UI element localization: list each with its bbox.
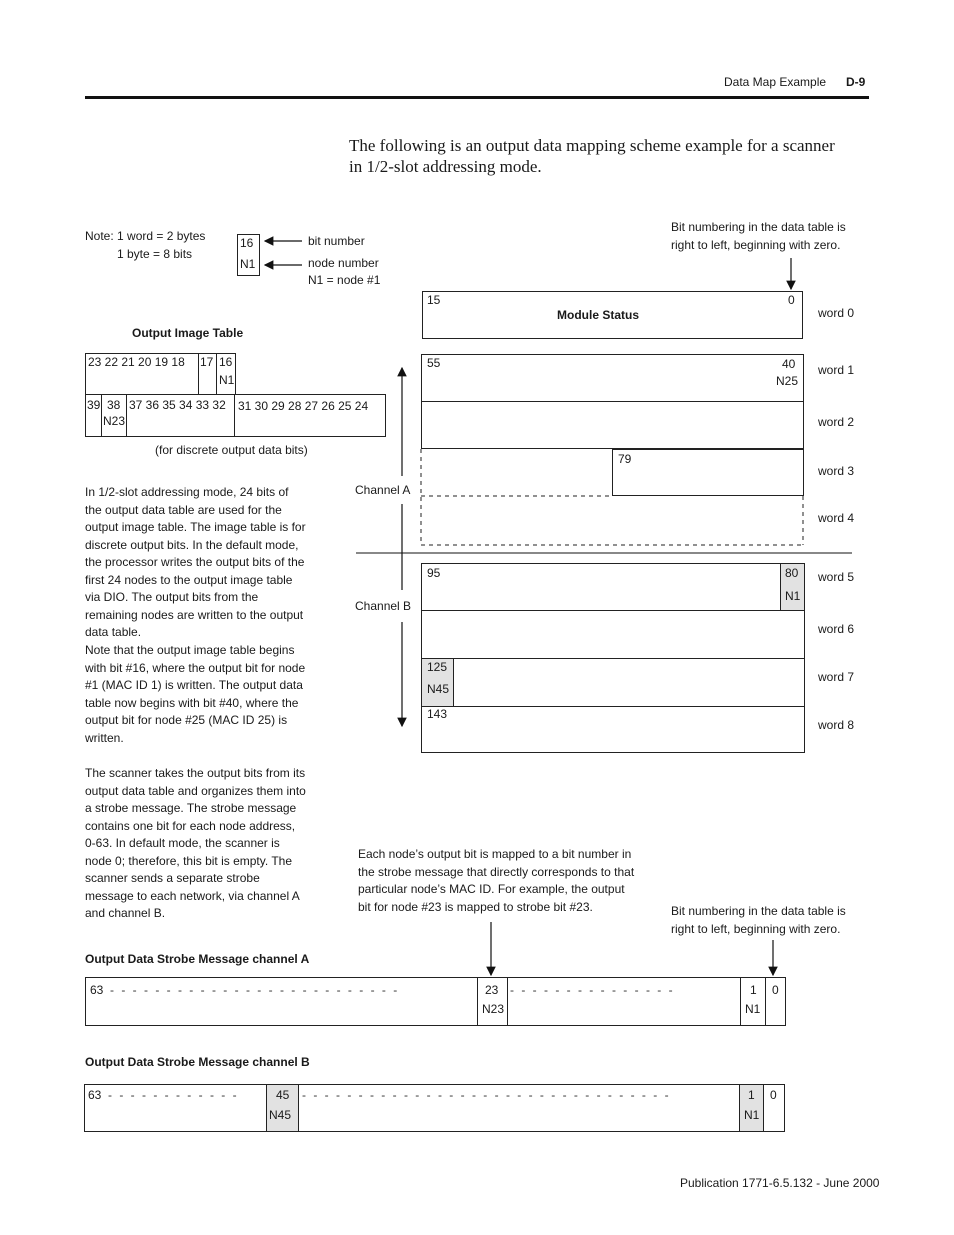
strobe-b-start: 63 (88, 1088, 102, 1102)
word3-bit: 79 (618, 452, 632, 466)
strobe-b-zero: 0 (770, 1088, 777, 1102)
node-example-label: N1 = node #1 (308, 273, 381, 287)
bit-numbering-note-bottom: Bit numbering in the data table is right to left, beginning with zero. (671, 904, 846, 936)
strobe-a-end-node: N1 (745, 1002, 761, 1016)
word6-label: word 6 (818, 622, 855, 636)
word1-hi-bit: 55 (427, 356, 441, 370)
word7-label: word 7 (818, 670, 855, 684)
body-paragraph-1: In 1/2-slot addressing mode, 24 bits of the output data table are used for the output image table. The image table is for discrete output bits. In the default mode, the processor writes the output bits of the first 24 nodes to the output image table via DIO. The output bits from the remaining nodes are written to the output data table. (85, 485, 306, 639)
image-table-row1-node-n1: N1 (219, 373, 235, 387)
image-table-row2-bits-37-32: 37 36 35 34 33 32 (129, 398, 226, 412)
strobe-a-dashes-1: - - - - - - - - - - - - - - - - - - - - - - - - - - (110, 983, 400, 997)
word8-label: word 8 (818, 718, 855, 732)
word8-bit: 143 (427, 707, 448, 721)
strobe-a-dashes-2: - - - - - - - - - - - - - - - (510, 983, 675, 997)
publication-footer: Publication 1771-6.5.132 - June 2000 (680, 1176, 880, 1190)
word5-hi-bit: 95 (427, 566, 441, 580)
image-table-row2-bit39: 39 (87, 398, 101, 412)
strobe-a-mid-bit: 23 (485, 983, 499, 997)
image-table-row2-node-n23: N23 (103, 414, 126, 428)
strobe-a-start: 63 (90, 983, 104, 997)
strobe-b-dashes-2: - - - - - - - - - - - - - - - - - - - - - - - - - - - - - - - - - (302, 1088, 671, 1102)
strobe-a-zero: 0 (772, 983, 779, 997)
module-status-title: Module Status (557, 308, 640, 322)
legend-sample-node: N1 (240, 257, 256, 271)
image-table-row1-bit17: 17 (200, 355, 214, 369)
image-table-row2-bits-31-24: 31 30 29 28 27 26 25 24 (238, 399, 369, 413)
body-paragraph-2: Note that the output image table begins with bit #16, where the output bit for node #1 (MAC ID 1) is written. The output data table now begins with bit #40, where the output bit for node #25 (MAC ID 25) is written. (85, 643, 306, 745)
word7-bit: 125 (427, 660, 448, 674)
note-line-1: Note: 1 word = 2 bytes (85, 229, 206, 243)
word5-label: word 5 (818, 570, 855, 584)
page-number: D-9 (846, 75, 866, 89)
word7-node: N45 (427, 682, 450, 696)
channel-a-label: Channel A (355, 483, 411, 497)
strobe-b-mid-bit: 45 (276, 1088, 290, 1102)
strobe-b-dashes-1: - - - - - - - - - - - - (108, 1088, 239, 1102)
word5-lo-bit: 80 (785, 566, 799, 580)
node-number-label: node number (308, 256, 379, 270)
strobe-b-end-node: N1 (744, 1108, 760, 1122)
intro-paragraph: The following is an output data mapping scheme example for a scanner in 1/2-slot addressing mode. (349, 136, 835, 176)
word5-lo-node: N1 (785, 589, 801, 603)
image-table-row2-bit38: 38 (107, 398, 121, 412)
mapping-note: Each node’s output bit is mapped to a bit number in the strobe message that directly corresponds to that particular node’s MAC ID. For example, the output bit for node #23 is mapped to strobe bit #23. (358, 847, 635, 914)
strobe-a-title: Output Data Strobe Message channel A (85, 952, 310, 966)
word3-label: word 3 (818, 464, 855, 478)
running-header-section: Data Map Example (724, 75, 827, 89)
output-image-table-title: Output Image Table (132, 326, 244, 340)
image-table-caption: (for discrete output data bits) (155, 443, 308, 457)
bit-number-label: bit number (308, 234, 365, 248)
strobe-b-end-bit: 1 (748, 1088, 755, 1102)
note-line-2: 1 byte = 8 bits (117, 247, 193, 261)
bit-numbering-note-top: Bit numbering in the data table is right to left, beginning with zero. (671, 220, 846, 252)
word1-lo-node: N25 (776, 374, 799, 388)
word1-label: word 1 (818, 363, 855, 377)
image-table-row1-bits: 23 22 21 20 19 18 (88, 355, 185, 369)
word0-label: word 0 (818, 306, 855, 320)
strobe-b-title: Output Data Strobe Message channel B (85, 1055, 310, 1069)
strobe-a-end-bit: 1 (750, 983, 757, 997)
word2-label: word 2 (818, 415, 855, 429)
channel-b-label: Channel B (355, 599, 412, 613)
image-table-row1-bit16: 16 (219, 355, 233, 369)
strobe-a-mid-node: N23 (482, 1002, 505, 1016)
strobe-b-mid-node: N45 (269, 1108, 292, 1122)
body-paragraph-3: The scanner takes the output bits from its output data table and organizes them into a strobe message. The strobe message contains one bit for each node address, 0-63. In default mode, the scanner is node 0; therefore, this bit is empty. The scanner sends a separate strobe message to each network, via channel A and channel B. (85, 766, 306, 920)
word0-hi-bit: 15 (427, 293, 441, 307)
word0-lo-bit: 0 (788, 293, 795, 307)
word1-lo-bit: 40 (782, 357, 796, 371)
legend-sample-bit: 16 (240, 236, 254, 250)
word4-label: word 4 (818, 511, 855, 525)
